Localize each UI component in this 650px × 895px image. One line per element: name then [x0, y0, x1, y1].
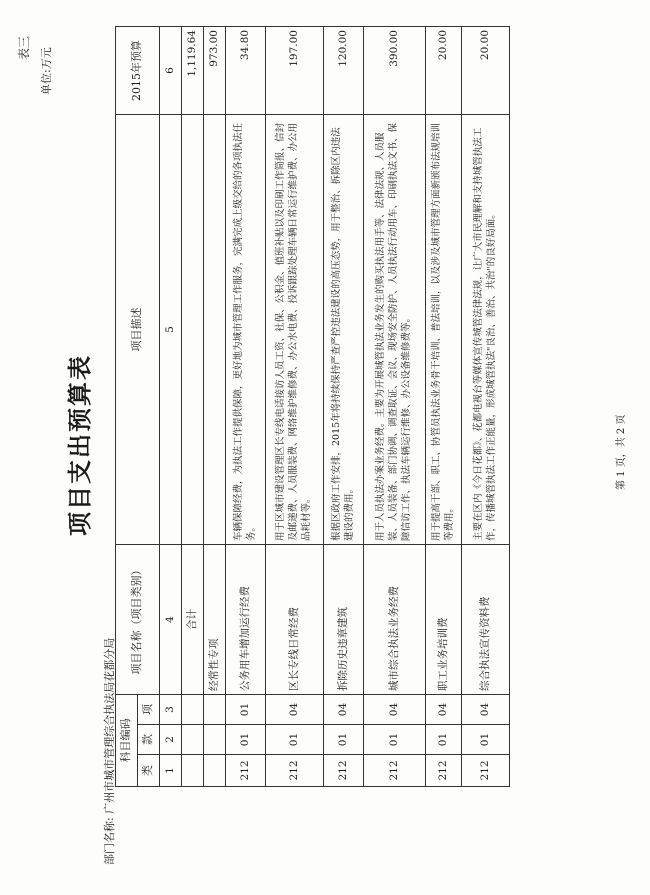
empty-cell: [182, 725, 204, 755]
project-name-cell: 职工业务培训费: [426, 545, 462, 695]
kuan-cell: 01: [324, 725, 364, 755]
empty-cell: [204, 755, 226, 787]
xiang-cell: 04: [364, 695, 426, 725]
xiang-cell: 04: [462, 695, 510, 725]
budget-cell: 390.00: [364, 27, 426, 115]
project-name-cell: 拆除历史违章建筑: [324, 545, 364, 695]
total-budget: 1,119.64: [182, 27, 204, 115]
project-desc-cell: 主要在区内《今日花都》、花都电视台等媒体宣传城管法律法规，让广大市民理解和支持城管执法工作，传播城管执法工作正能量，形成城管执法"良治、善治、共治"的良好局面。: [462, 115, 510, 545]
table-row: [426, 27, 462, 787]
project-name-cell: 城市综合执法业务经费: [364, 545, 426, 695]
kuan-cell: 01: [266, 725, 324, 755]
page-title: 项目支出预算表: [65, 354, 94, 536]
kuan-cell: 01: [226, 725, 266, 755]
budget-cell: 34.80: [226, 27, 266, 115]
xiang-cell: 04: [426, 695, 462, 725]
project-desc-cell: 车辆保障经费，为执法工作提供保障，更好地为城市管理工作服务，完满完成上级交给的各项执法任务。: [226, 115, 266, 545]
xiang-cell: 04: [266, 695, 324, 725]
desc-header: 项目描述: [116, 115, 160, 545]
table-label: 表三: [17, 35, 31, 60]
index-cell: 6: [160, 27, 182, 115]
total-label: 合计: [182, 545, 204, 695]
xiang-cell: 04: [324, 695, 364, 725]
kuan-header: 款: [138, 725, 160, 755]
index-cell: 4: [160, 545, 182, 695]
project-name-cell: 公务用车增加运行经费: [226, 545, 266, 695]
kuan-cell: 01: [426, 725, 462, 755]
project-name-cell: 综合执法宣传资料费: [462, 545, 510, 695]
page-footer: 第 1 页，共 2 页: [616, 414, 627, 490]
xiang-cell: 01: [226, 695, 266, 725]
xiang-header: 项: [138, 695, 160, 725]
empty-cell: [182, 755, 204, 787]
lei-cell: 212: [426, 755, 462, 787]
empty-cell: [204, 695, 226, 725]
index-cell: 3: [160, 695, 182, 725]
table-row: [226, 27, 266, 787]
empty-cell: [204, 725, 226, 755]
table-row: [364, 27, 426, 787]
project-name-cell: 区长专线日常经费: [266, 545, 324, 695]
total-row: [182, 27, 204, 787]
lei-cell: 212: [364, 755, 426, 787]
category-label: 经常性专项: [204, 545, 226, 695]
table-row: [266, 27, 324, 787]
index-cell: 2: [160, 725, 182, 755]
index-row: [160, 27, 182, 787]
department-label: 部门名称:: [103, 817, 116, 865]
budget-table-wrap: [115, 27, 595, 787]
category-budget: 973.00: [204, 27, 226, 115]
header-row-1: [116, 27, 138, 787]
table-row: [324, 27, 364, 787]
lei-cell: 212: [324, 755, 364, 787]
category-row: [204, 27, 226, 787]
table-row: [462, 27, 510, 787]
project-desc-cell: 根据区政府工作安排，2015年将持续保持严查严控违法建设的高压态势，用于整治、拆除区内违法建设的费用。: [324, 115, 364, 545]
code-group-header: 科目编码: [116, 695, 138, 787]
budget-table: [115, 26, 510, 787]
empty-cell: [204, 115, 226, 545]
index-cell: 1: [160, 755, 182, 787]
budget-cell: 20.00: [426, 27, 462, 115]
lei-cell: 212: [462, 755, 510, 787]
project-desc-cell: 用于区城市建设管理区长专线电话接访人员工资、社保、公积金、值班补贴以及印刷工作简报、信封及邮递费、人员服装费、网络维护维修费、办公水电费、投诉跟踪处理车辆日常运行维护费、办公用品耗材等。: [266, 115, 324, 545]
kuan-cell: 01: [462, 725, 510, 755]
empty-cell: [182, 695, 204, 725]
kuan-cell: 01: [364, 725, 426, 755]
index-cell: 5: [160, 115, 182, 545]
project-desc-cell: 用于提高干部、职工、协管员执法业务骨干培训、普法培训，以及涉及城市管理方面新颁布法规培训等费用。: [426, 115, 462, 545]
empty-cell: [182, 115, 204, 545]
lei-cell: 212: [266, 755, 324, 787]
budget-cell: 120.00: [324, 27, 364, 115]
budget-header: 2015年预算: [116, 27, 160, 115]
lei-cell: 212: [226, 755, 266, 787]
budget-cell: 20.00: [462, 27, 510, 115]
department-name: 广州市城市管理综合执法局花都分局: [103, 637, 116, 814]
lei-header: 类: [138, 755, 160, 787]
project-desc-cell: 用于人员执法办案业务经费。主要为开展城管执法业务发生的购买执法用手等、法律法规、人员服装、人员装备、部门协调、调查取证、会议、现场安全防护、人员执法行动用车、印刷执法文书、保障信访工作、执法车辆运行维修、办公设备维修费等。: [364, 115, 426, 545]
budget-cell: 197.00: [266, 27, 324, 115]
unit-label: 单位:万元: [40, 47, 53, 95]
name-header: 项目名称（项目类别）: [116, 545, 160, 695]
